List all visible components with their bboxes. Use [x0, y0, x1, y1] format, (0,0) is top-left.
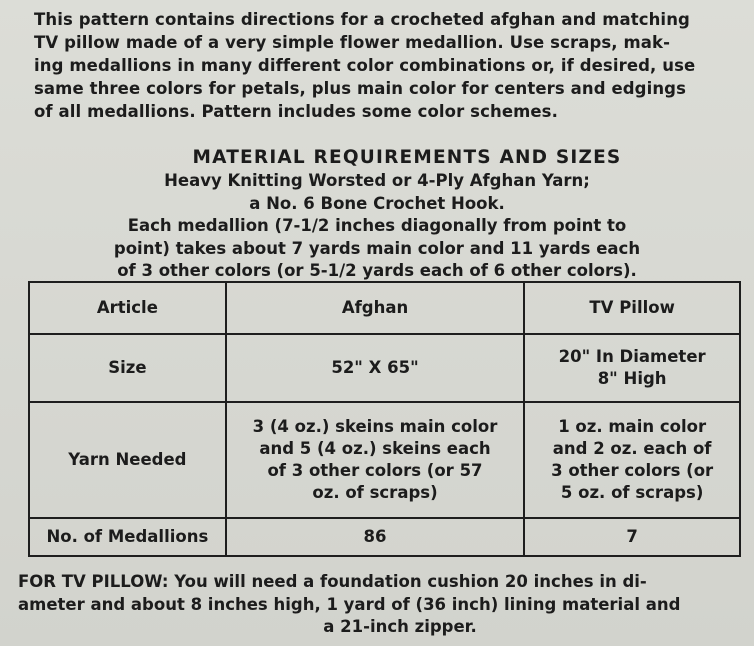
table-row: [29, 402, 740, 518]
pillow-note: [18, 571, 742, 639]
requirements-table: [28, 281, 741, 557]
table-header-row: [29, 282, 740, 334]
intro-line: ing medallions in many different color combinations or, if desired, use: [34, 56, 696, 75]
header-article: Article: [29, 282, 226, 334]
materials-text: [0, 170, 754, 283]
header-afghan: Afghan: [226, 282, 525, 334]
row-label: Size: [29, 334, 226, 402]
table-row: [29, 334, 740, 402]
row-label: No. of Medallions: [29, 518, 226, 556]
header-tv-pillow: TV Pillow: [524, 282, 740, 334]
materials-line: of 3 other colors (or 5-1/2 yards each of 6 other colors).: [117, 261, 637, 280]
intro-line: same three colors for petals, plus main color for centers and edgings: [34, 79, 687, 98]
materials-line: Each medallion (7-1/2 inches diagonally from point to: [127, 216, 627, 235]
materials-line: point) takes about 7 yards main color and 11 yards each: [113, 238, 641, 258]
intro-line: This pattern contains directions for a crocheted afghan and matching: [34, 10, 690, 29]
materials-line: Heavy Knitting Worsted or 4-Ply Afghan Yarn;: [164, 171, 590, 190]
intro-line: of all medallions. Pattern includes some color schemes.: [34, 102, 558, 121]
footer-line: FOR TV PILLOW: You will need a foundation cushion 20 inches in di-: [18, 572, 647, 591]
intro-line: TV pillow made of a very simple flower medallion. Use scraps, mak-: [34, 33, 671, 52]
pillow-cell: 7: [524, 518, 740, 556]
footer-line: ameter and about 8 inches high, 1 yard of (36 inch) lining material and: [18, 594, 681, 614]
pillow-cell: 20" In Diameter 8" High: [524, 334, 740, 402]
table-row: [29, 518, 740, 556]
footer-line: a 21-inch zipper.: [323, 617, 477, 636]
section-heading: MATERIAL REQUIREMENTS AND SIZES: [192, 147, 622, 168]
materials-line: a No. 6 Bone Crochet Hook.: [249, 193, 505, 213]
afghan-cell: 86: [226, 518, 525, 556]
afghan-cell: 3 (4 oz.) skeins main color and 5 (4 oz.) skeins each of 3 other colors (or 57 oz. of scraps): [226, 402, 525, 518]
row-label: Yarn Needed: [29, 402, 226, 518]
pillow-cell: 1 oz. main color and 2 oz. each of 3 other colors (or 5 oz. of scraps): [524, 402, 740, 518]
intro-paragraph: [34, 8, 746, 123]
afghan-cell: 52" X 65": [226, 334, 525, 402]
